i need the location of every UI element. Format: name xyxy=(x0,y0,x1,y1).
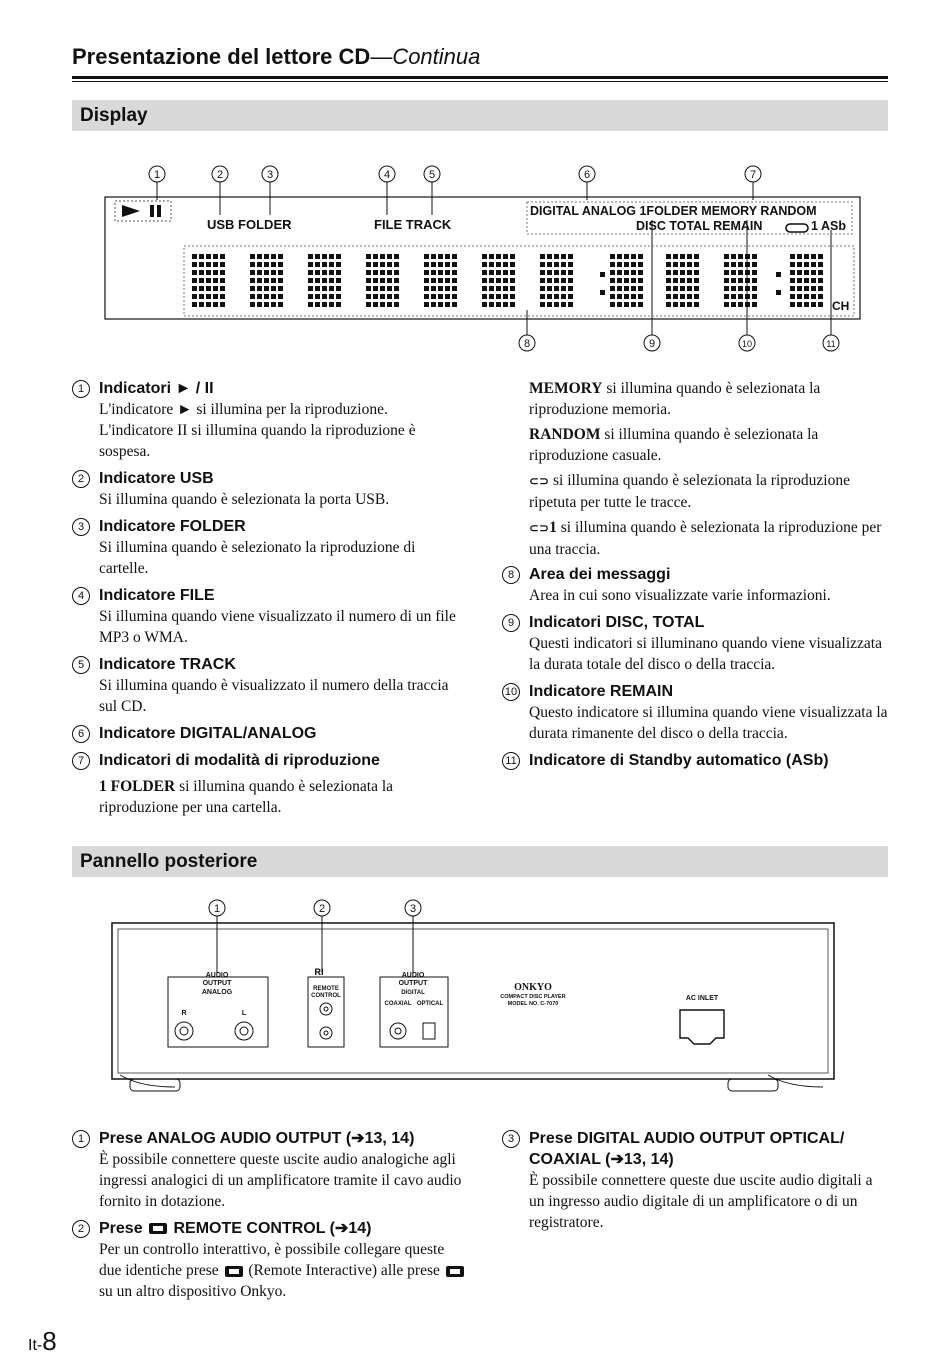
list-item: 10 Indicatore REMAIN Questo indicatore si illumina quando viene visualizzata la durata rimanente del disco o della traccia. xyxy=(502,681,892,744)
list-item: 2 Indicatore USB Si illumina quando è selezionata la porta USB. xyxy=(72,468,464,510)
ch-label: CH xyxy=(832,299,850,313)
callout-10: 10 xyxy=(741,339,753,349)
section-display: Display xyxy=(72,100,888,131)
rear-item-1: 1 Prese ANALOG AUDIO OUTPUT (➔13, 14) È possibile connettere queste uscite audio analogiche agli ingressi analogici di un amplificatore tramite il cavo audio fornito in dotazione. xyxy=(72,1128,467,1212)
section-rear-panel: Pannello posteriore xyxy=(72,846,888,877)
header-rule-thin xyxy=(72,81,888,82)
rear-item-2: 2 Prese REMOTE CONTROL (➔14) Per un controllo interattivo, è possibile collegare queste due identiche prese (Remote Interactive) alle prese su un altro dispositivo Onkyo. xyxy=(72,1218,467,1302)
svg-text:COAXIAL: COAXIAL xyxy=(384,1001,412,1007)
list-item: 4 Indicatore FILE Si illumina quando viene visualizzato il numero di un file MP3 o WMA. xyxy=(72,585,464,648)
ri-icon xyxy=(446,1266,464,1277)
usb-folder-label: USB FOLDER xyxy=(207,217,292,232)
callout-3: 3 xyxy=(266,169,274,181)
display-diagram xyxy=(100,160,870,360)
display-right-column: MEMORY si illumina quando è selezionata la riproduzione memoria. RANDOM si illumina quando è selezionata la riproduzione casuale. ⊂⊃ si illumina quando è selezionata la riproduzione ripetuta per tutte le tracce. ⊂⊃1 si illumina quando è selezionata la riproduzione per una traccia. 8 Area dei messaggi Area in cui sono visualizzate varie informazioni. 9 Indicatori DISC, TOTAL Questi indicatori si illuminano quando viene visualizzata la durata totale del disco o della traccia. 10 Indicatore REMAIN Questo indicatore si illumina quando viene visualizzata la durata rimanente del disco o della traccia. 11 Indicatore di Standby automatico (ASb) xyxy=(502,378,892,777)
svg-text:AUDIO: AUDIO xyxy=(401,972,425,979)
callout-9: 9 xyxy=(648,338,656,350)
rear-right-column xyxy=(502,1128,887,1239)
rear-item-3: 3 Prese DIGITAL AUDIO OUTPUT OPTICAL/ COAXIAL (➔13, 14) È possibile connettere queste due uscite audio digitali a un ingresso audio digitale di un amplificatore o di un registratore. xyxy=(502,1128,887,1233)
callout-11: 11 xyxy=(826,339,836,349)
page-number: It-8 xyxy=(28,1326,57,1356)
callout-6: 6 xyxy=(583,169,591,181)
svg-text:REMOTE: REMOTE xyxy=(313,986,339,992)
list-item: 1 Indicatori ► / II L'indicatore ► si illumina per la riproduzione. L'indicatore II si illumina quando la riproduzione è sospesa. xyxy=(72,378,464,462)
list-item: 5 Indicatore TRACK Si illumina quando è visualizzato il numero della traccia sul CD. xyxy=(72,654,464,717)
mode-row2-asb: 1 ASb xyxy=(811,219,846,233)
callout-4: 4 xyxy=(383,169,391,181)
svg-text:AUDIO: AUDIO xyxy=(205,972,229,979)
svg-text:RI: RI xyxy=(314,967,324,977)
callout-1: 1 xyxy=(153,169,161,181)
svg-text:OPTICAL: OPTICAL xyxy=(416,1001,444,1007)
list-item: 8 Area dei messaggi Area in cui sono visualizzate varie informazioni. xyxy=(502,564,892,606)
list-item: 7 Indicatori di modalità di riproduzione 1 FOLDER si illumina quando è selezionata la riproduzione per una cartella. xyxy=(72,750,464,818)
rear-left-column xyxy=(72,1128,467,1308)
callout-5: 5 xyxy=(428,169,436,181)
svg-text:R: R xyxy=(181,1010,187,1017)
rear-panel-diagram xyxy=(108,895,838,1105)
svg-text:CONTROL: CONTROL xyxy=(311,993,341,999)
callout-8: 8 xyxy=(523,338,531,350)
svg-text:OUTPUT: OUTPUT xyxy=(202,980,232,987)
page-title: Presentazione del lettore CD—Continua xyxy=(72,44,481,69)
svg-text:ONKYO: ONKYO xyxy=(514,982,552,993)
mode-row1-label: DIGITAL ANALOG 1FOLDER MEMORY RANDOM xyxy=(530,204,817,218)
header-rule xyxy=(72,76,888,79)
svg-text:AC INLET: AC INLET xyxy=(685,995,719,1002)
svg-text:MODEL NO. C-7070: MODEL NO. C-7070 xyxy=(507,1001,559,1007)
display-left-column xyxy=(72,378,464,824)
list-item: 9 Indicatori DISC, TOTAL Questi indicatori si illuminano quando viene visualizzata la durata totale del disco o della traccia. xyxy=(502,612,892,675)
callout-2: 2 xyxy=(216,169,224,181)
list-item: 6 Indicatore DIGITAL/ANALOG xyxy=(72,723,464,744)
rear-callout-3: 3 xyxy=(409,903,417,915)
rear-callout-2: 2 xyxy=(318,903,326,915)
rear-callout-1: 1 xyxy=(213,903,221,915)
list-item: 3 Indicatore FOLDER Si illumina quando è selezionato la riproduzione di cartelle. xyxy=(72,516,464,579)
repeat-icon: ⊂⊃ xyxy=(529,521,550,535)
svg-text:L: L xyxy=(241,1010,247,1017)
svg-text:OUTPUT: OUTPUT xyxy=(398,980,428,987)
ri-icon xyxy=(225,1266,243,1277)
ri-icon xyxy=(149,1223,167,1234)
mode-row2-label: DISC TOTAL REMAIN xyxy=(636,219,763,233)
list-item: 11 Indicatore di Standby automatico (ASb) xyxy=(502,750,892,771)
svg-text:DIGITAL: DIGITAL xyxy=(401,990,425,996)
svg-text:ANALOG: ANALOG xyxy=(201,989,233,996)
file-track-label: FILE TRACK xyxy=(374,217,452,232)
repeat-icon: ⊂⊃ xyxy=(529,474,550,488)
svg-text:COMPACT DISC PLAYER: COMPACT DISC PLAYER xyxy=(500,994,566,1000)
callout-7: 7 xyxy=(749,169,757,181)
